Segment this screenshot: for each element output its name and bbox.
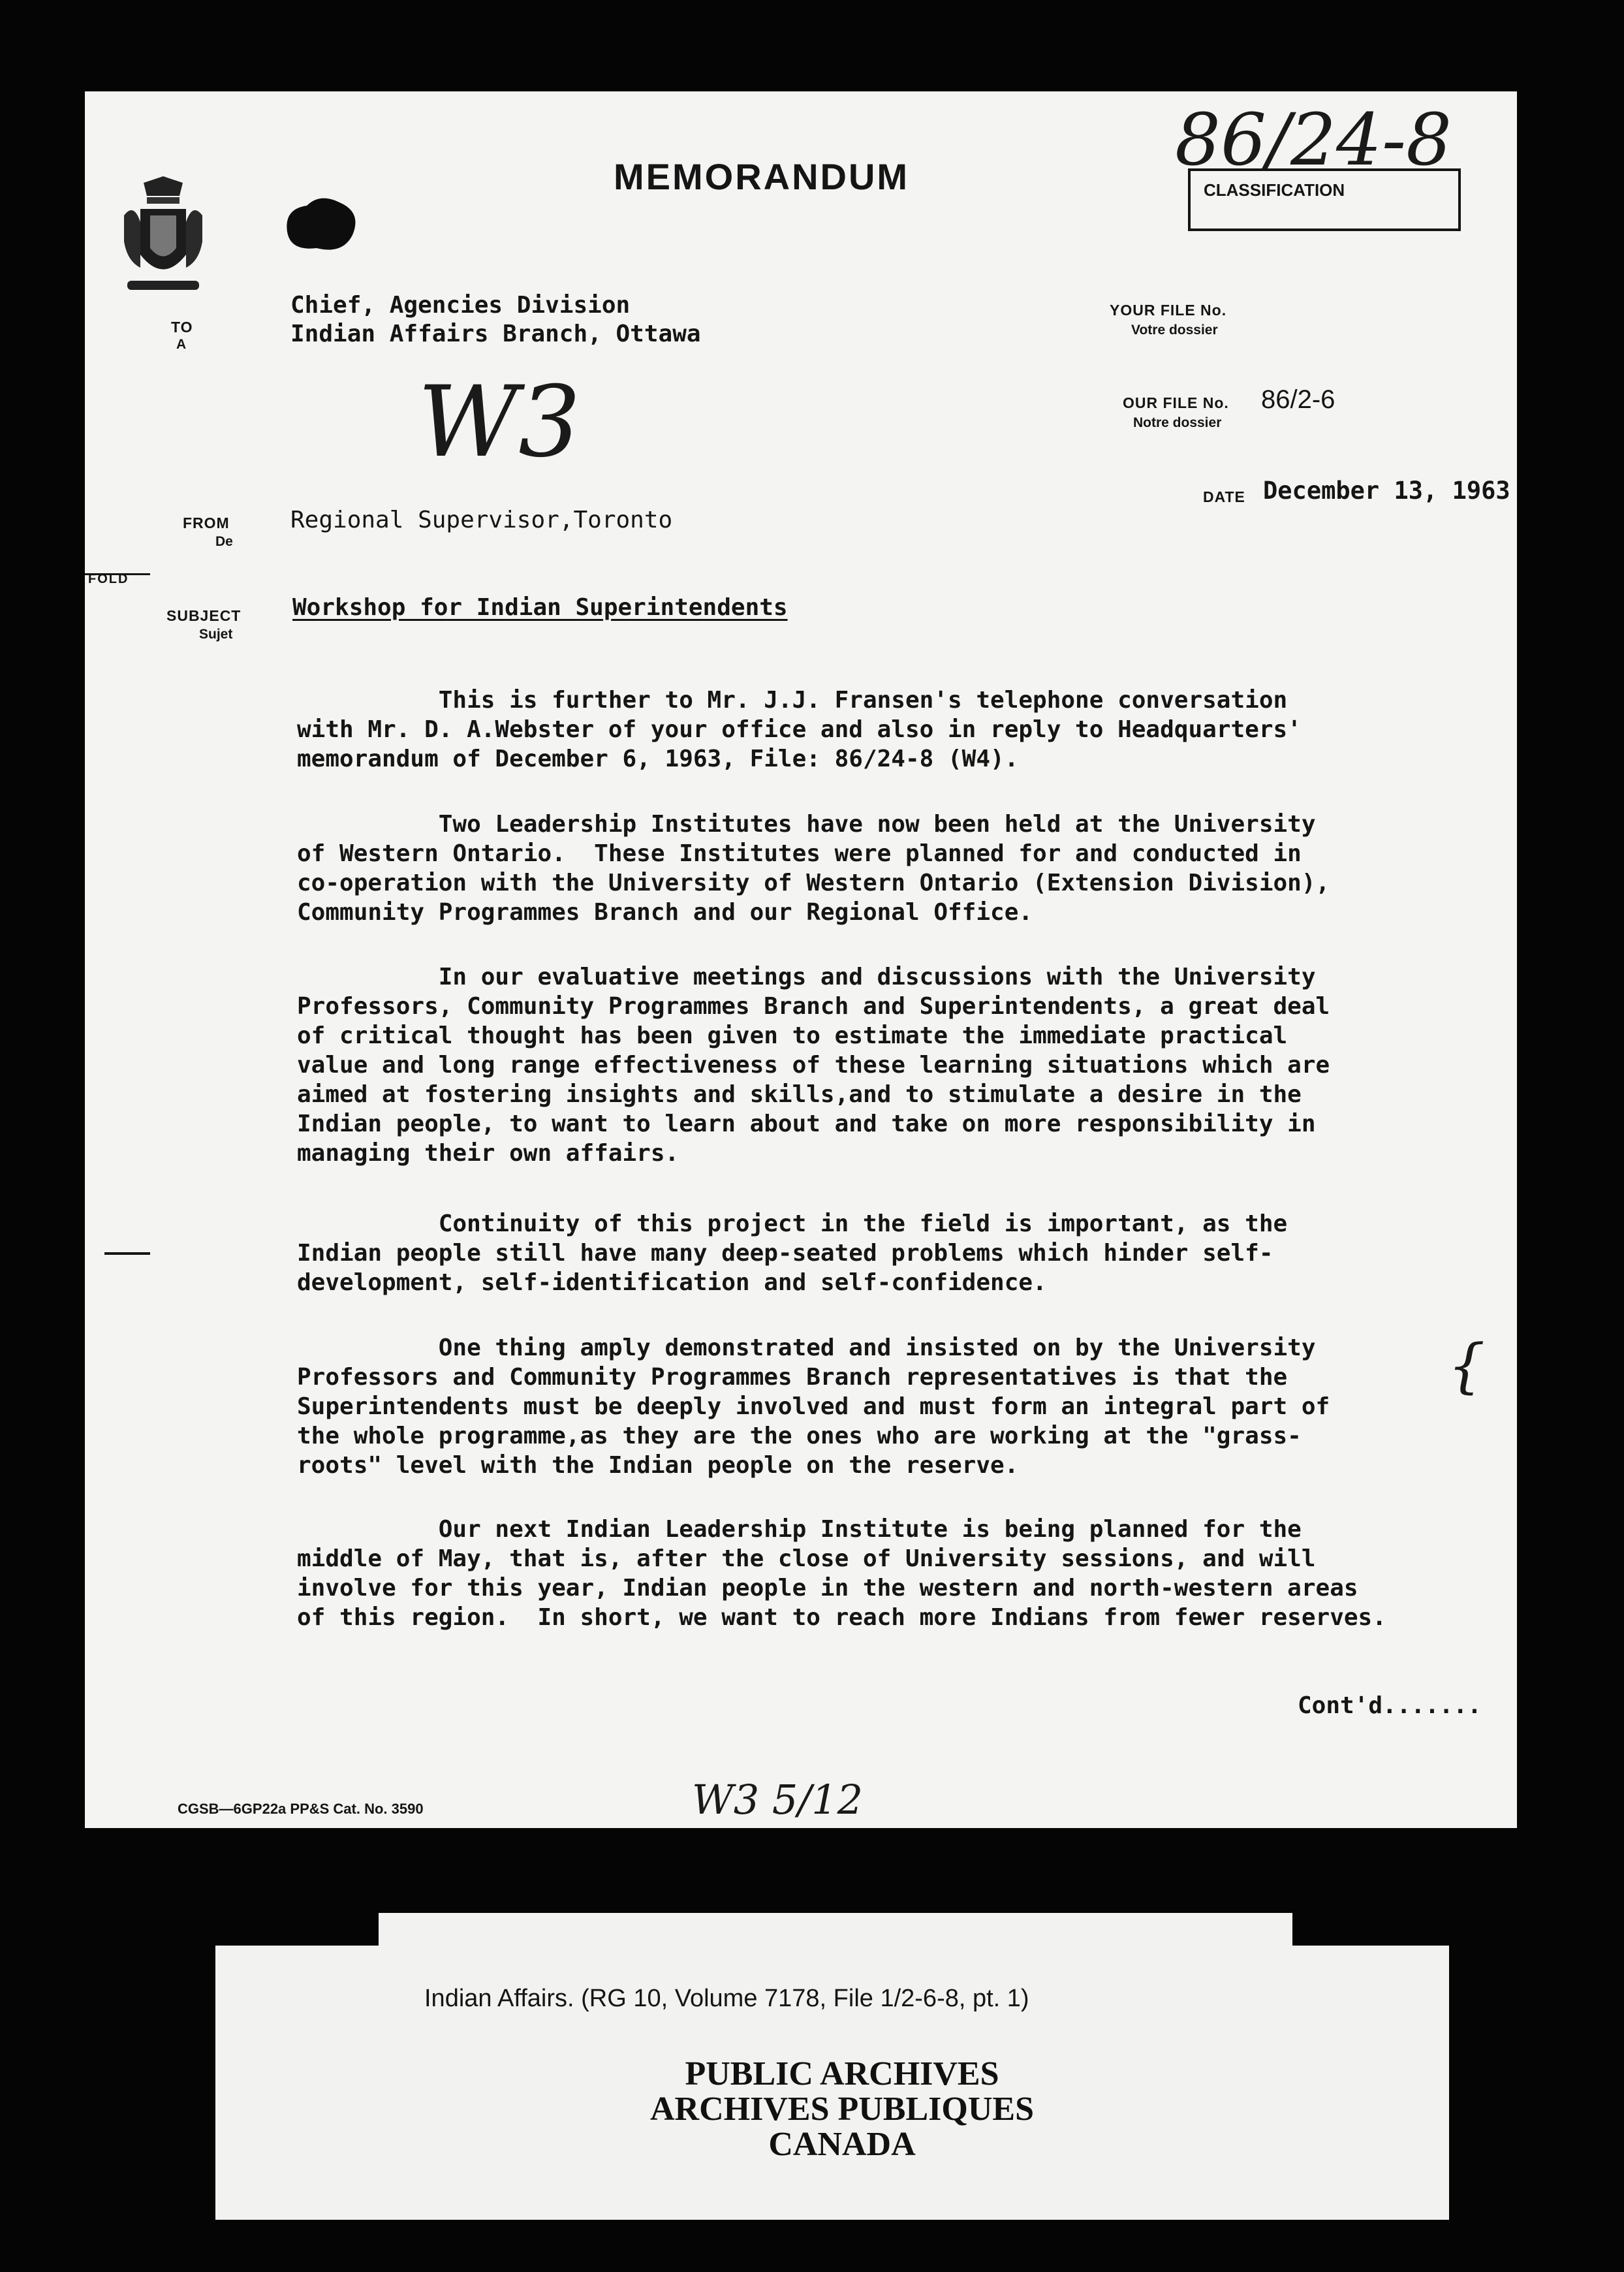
from-value: Regional Supervisor,Toronto xyxy=(290,507,673,533)
classification-label: CLASSIFICATION xyxy=(1204,180,1345,200)
subject-label: SUBJECT xyxy=(166,607,242,624)
memo-title: MEMORANDUM xyxy=(614,156,910,197)
coat-of-arms-icon xyxy=(117,176,209,300)
body-paragraph-1: This is further to Mr. J.J. Fransen's telephone conversation with Mr. D. A.Webster of your office and also in reply to Headquarters' memorandum of December 6, 1963, File: 86/24-8 (W4). xyxy=(297,687,1302,772)
date-label: DATE xyxy=(1203,488,1245,505)
our-file-label-fr: Notre dossier xyxy=(1133,415,1222,430)
to-recipient xyxy=(290,291,701,349)
body-paragraph-5: One thing amply demonstrated and insisted on by the University Professors and Community Programmes Branch representatives is that the Superintendents must be deeply involved and must form an integral part of the whole programme,as they are the ones who are working at the "grass- roots" level with the Indian people on the reserve. xyxy=(297,1334,1330,1479)
archive-line-2: ARCHIVES PUBLIQUES xyxy=(649,2091,1035,2128)
your-file-label-fr: Votre dossier xyxy=(1131,323,1218,338)
our-file-number: 86/2-6 xyxy=(1261,385,1335,414)
handwritten-file-number: 86/24-8 xyxy=(1175,98,1452,181)
form-number: CGSB—6GP22a PP&S Cat. No. 3590 xyxy=(178,1801,424,1817)
subject-value: Workshop for Indian Superintendents xyxy=(292,594,788,621)
archive-line-1: PUBLIC ARCHIVES xyxy=(685,2055,999,2092)
margin-mark xyxy=(104,1252,150,1255)
date-value: December 13, 1963 xyxy=(1263,477,1510,505)
from-label-fr: De xyxy=(215,534,233,549)
our-file-label: OUR FILE No. xyxy=(1123,394,1229,411)
to-line-2: Indian Affairs Branch, Ottawa xyxy=(290,321,701,347)
continued-note: Cont'd....... xyxy=(1298,1692,1482,1719)
subject-label-fr: Sujet xyxy=(199,627,233,642)
classification-box xyxy=(1188,168,1461,231)
to-label-fr: A xyxy=(176,337,187,352)
archive-stamp xyxy=(542,2057,1142,2162)
to-line-1: Chief, Agencies Division xyxy=(290,292,631,319)
body-paragraph-4: Continuity of this project in the field is important, as the Indian people still have many deep-seated problems which hinder self- development, self-identification and self-confidence. xyxy=(297,1210,1288,1296)
body-paragraph-3: In our evaluative meetings and discussions with the University Professors, Community Programmes Branch and Superintendents, a great deal of critical thought has been given to estimate the immediate practical value and long range effectiveness of these learning situations which are aimed at fostering insights and skills,and to stimulate a desire in the Indian people, to want to learn about and take on more responsibility in managing their own affairs. xyxy=(297,964,1330,1167)
your-file-label: YOUR FILE No. xyxy=(1110,302,1227,319)
from-label: FROM xyxy=(183,514,230,531)
archive-line-3: CANADA xyxy=(768,2126,916,2163)
margin-brace: { xyxy=(1448,1332,1486,1400)
body-paragraph-6: Our next Indian Leadership Institute is being planned for the middle of May, that is, after the close of University sessions, and will involve for this year, Indian people in the western and north-western areas of this region. In short, we want to reach more Indians from fewer reserves. xyxy=(297,1516,1386,1631)
body-paragraph-2: Two Leadership Institutes have now been held at the University of Western Ontario. These Institutes were planned for and conducted in co-operation with the University of Western Ontario (Extension Division), Community Programmes Branch and our Regional Office. xyxy=(297,811,1330,926)
handwritten-bottom-note: W3 5/12 xyxy=(692,1776,864,1823)
fold-label: FOLD xyxy=(88,572,129,586)
archive-reference: Indian Affairs. (RG 10, Volume 7178, File 1/2-6-8, pt. 1) xyxy=(424,1985,1029,2012)
to-label: TO xyxy=(171,319,193,336)
handwritten-mark: W3 xyxy=(418,366,581,479)
ink-blot xyxy=(281,193,366,258)
